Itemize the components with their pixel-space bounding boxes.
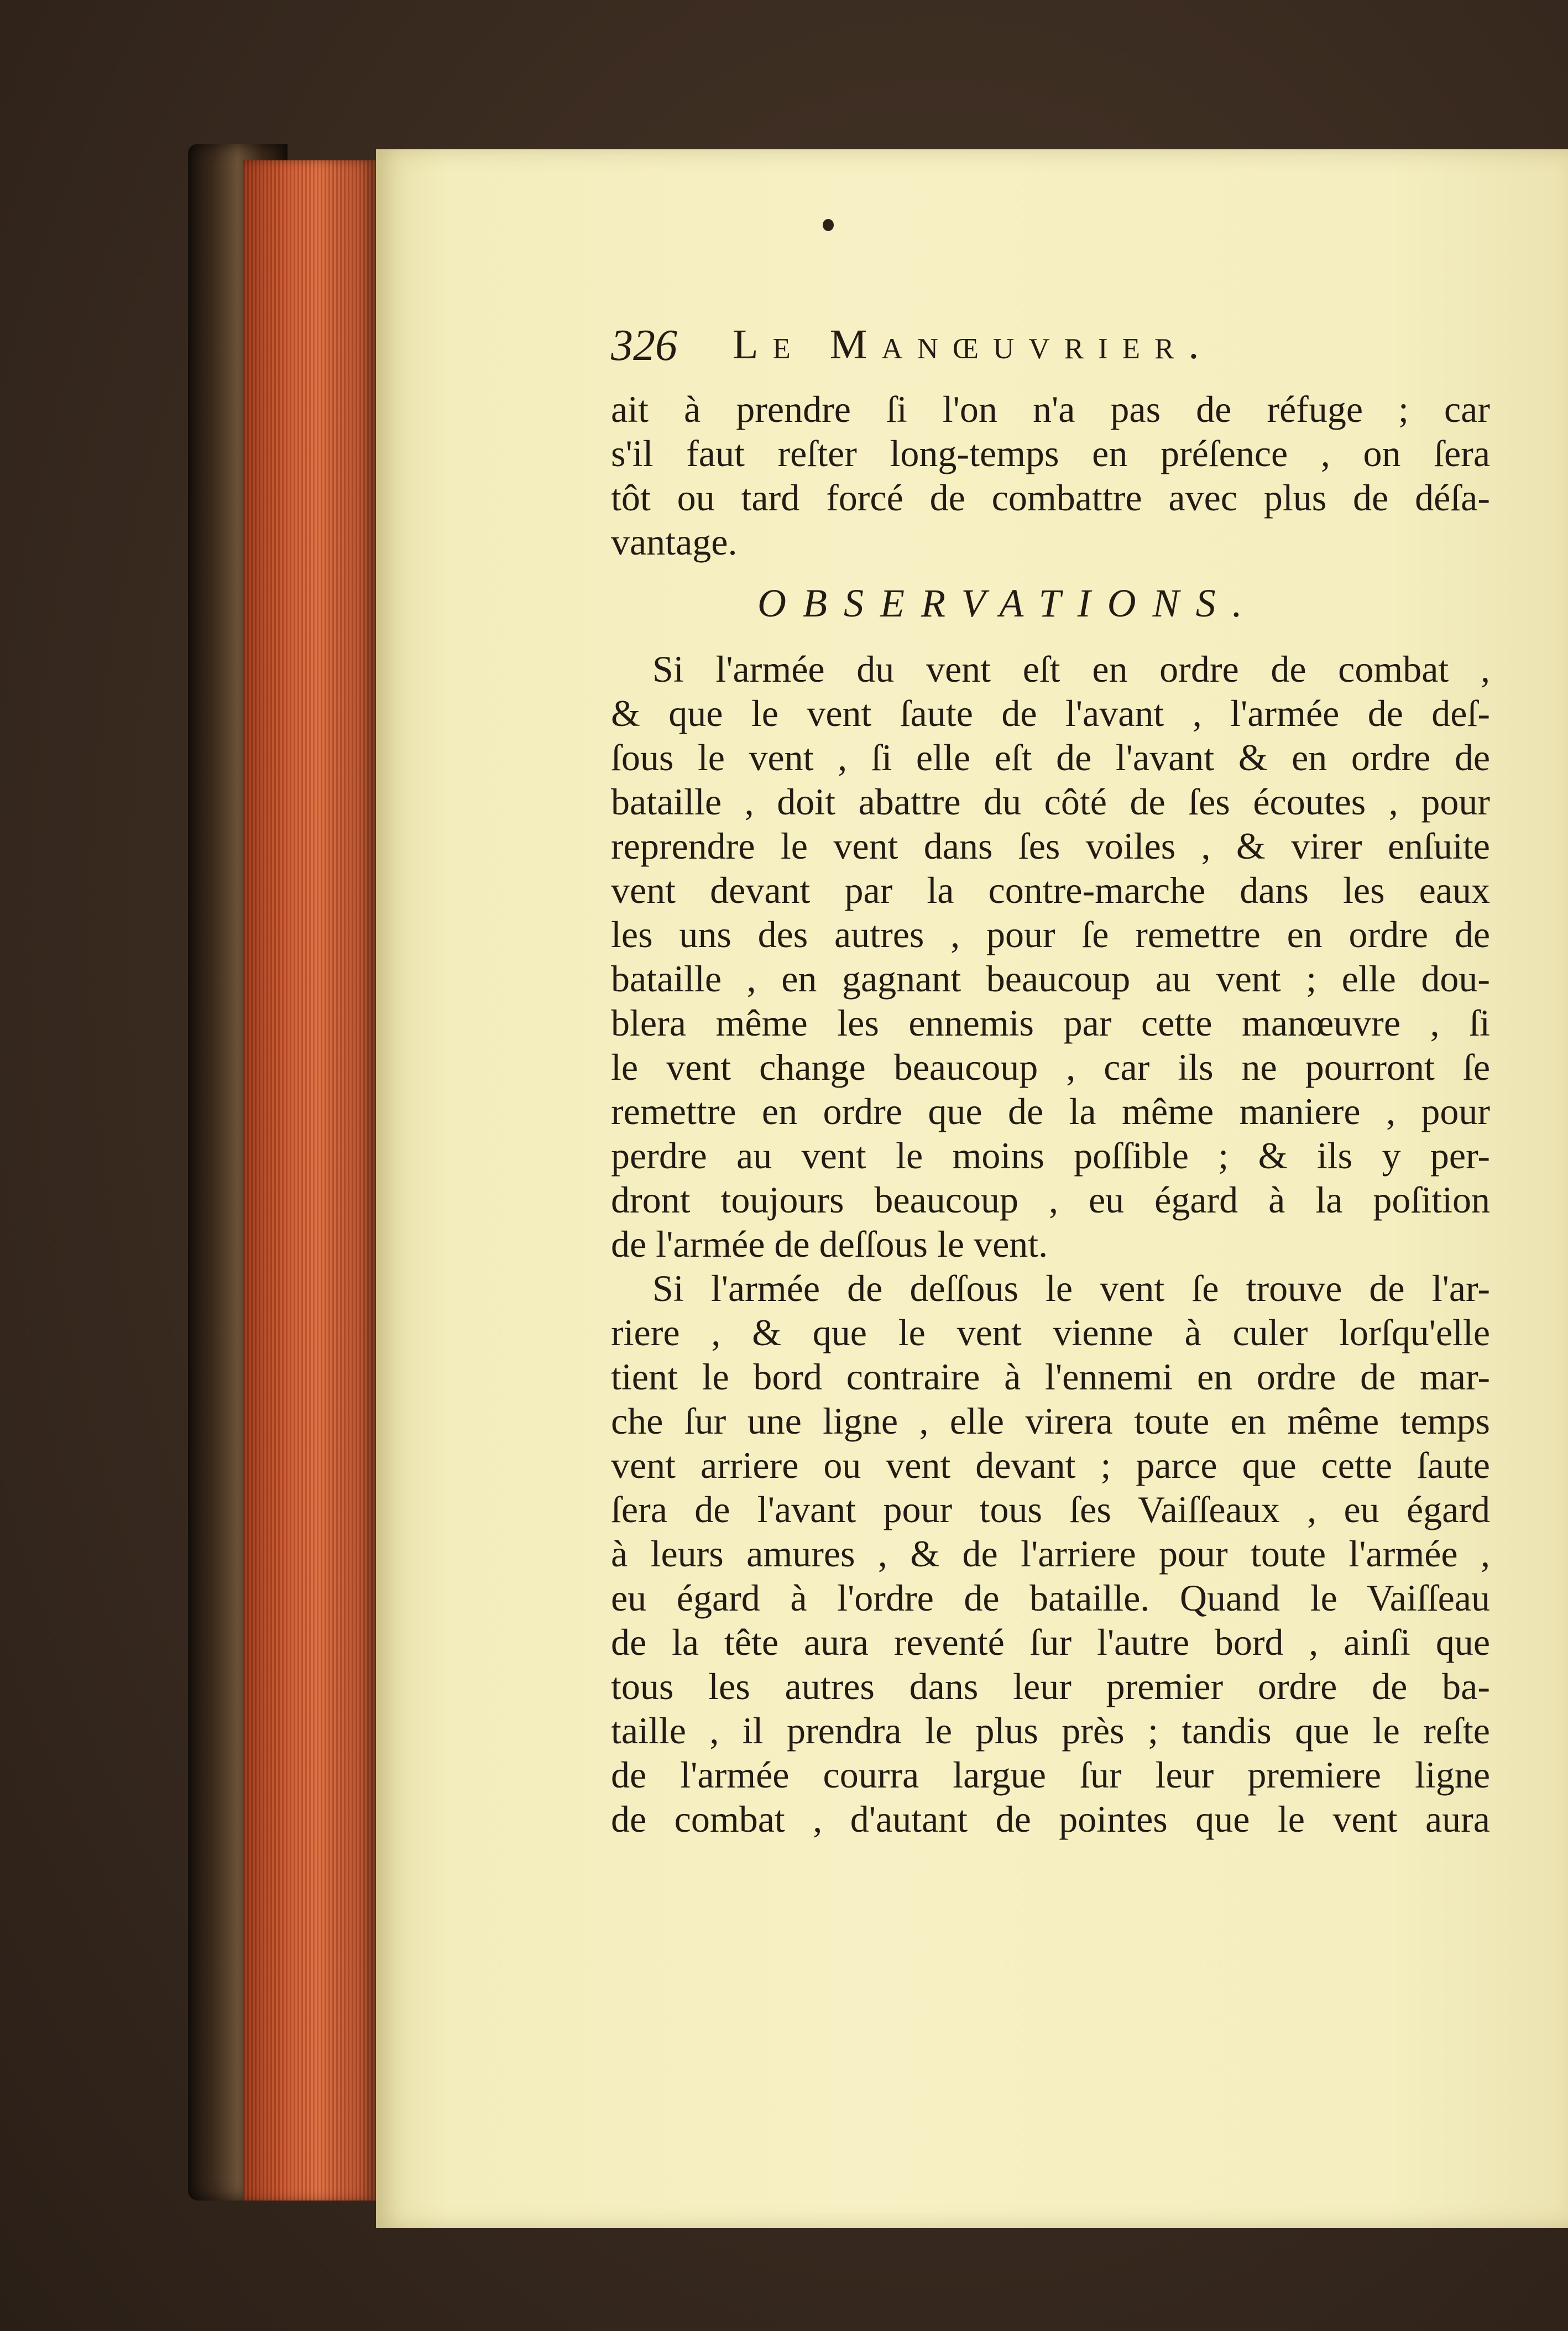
text-line: s'il faut reſter long-temps en préſence , on ſera bbox=[611, 432, 1490, 474]
page-number: 326 bbox=[611, 321, 677, 370]
text-line: tous les autres dans leur premier ordre de ba- bbox=[611, 1665, 1490, 1707]
text-line: Si l'armée de deſſous le vent ſe trouve de l'ar- bbox=[652, 1267, 1490, 1309]
text-line: bataille , en gagnant beaucoup au vent ; elle dou- bbox=[611, 958, 1490, 1000]
text-line: ſous le vent , ſi elle eſt de l'avant & en ordre de bbox=[611, 736, 1490, 778]
text-line: le vent change beaucoup , car ils ne pourront ſe bbox=[611, 1046, 1490, 1088]
text-line: vantage. bbox=[611, 521, 738, 563]
text-line: les uns des autres , pour ſe remettre en ordre de bbox=[611, 913, 1490, 955]
text-line: reprendre le vent dans ſes voiles , & virer enſuite bbox=[611, 825, 1490, 867]
text-line: remettre en ordre que de la même maniere , pour bbox=[611, 1090, 1490, 1132]
text-line: de combat , d'autant de pointes que le vent aura bbox=[611, 1798, 1490, 1840]
text-line: vent arriere ou vent devant ; parce que cette ſaute bbox=[611, 1444, 1490, 1486]
text-line: eu égard à l'ordre de bataille. Quand le Vaiſſeau bbox=[611, 1577, 1490, 1619]
text-line: de l'armée courra largue ſur leur premiere ligne bbox=[611, 1754, 1490, 1796]
ornament-mark bbox=[823, 219, 834, 231]
text-line: che ſur une ligne , elle virera toute en même temps bbox=[611, 1400, 1490, 1442]
text-line: dront toujours beaucoup , eu égard à la poſition bbox=[611, 1179, 1490, 1221]
text-line: ait à prendre ſi l'on n'a pas de réfuge ; car bbox=[611, 388, 1490, 430]
text-line: Si l'armée du vent eſt en ordre de combat , bbox=[652, 648, 1490, 690]
running-head bbox=[611, 321, 1496, 387]
text-line: de l'armée de deſſous le vent. bbox=[611, 1223, 1048, 1265]
text-line: perdre au vent le moins poſſible ; & ils y per- bbox=[611, 1135, 1490, 1177]
text-line: riere , & que le vent vienne à culer lorſqu'elle bbox=[611, 1311, 1490, 1353]
section-title: OBSERVATIONS. bbox=[757, 581, 1259, 625]
text-line: tient le bord contraire à l'ennemi en ordre de mar- bbox=[611, 1356, 1490, 1398]
text-line: ſera de l'avant pour tous ſes Vaiſſeaux , eu égard bbox=[611, 1488, 1490, 1530]
text-line: & que le vent ſaute de l'avant , l'armée de deſ- bbox=[611, 692, 1490, 734]
running-title: Le Manœuvrier. bbox=[733, 321, 1214, 368]
text-line: de la tête aura reventé ſur l'autre bord , ainſi que bbox=[611, 1621, 1490, 1663]
text-line: vent devant par la contre-marche dans les eaux bbox=[611, 869, 1490, 911]
text-line: blera même les ennemis par cette manœuvre , ſi bbox=[611, 1002, 1490, 1044]
text-line: à leurs amures , & de l'arriere pour toute l'armée , bbox=[611, 1533, 1490, 1575]
text-line: tôt ou tard forcé de combattre avec plus de déſa- bbox=[611, 477, 1490, 519]
text-line: bataille , doit abattre du côté de ſes écoutes , pour bbox=[611, 781, 1490, 823]
text-line: taille , il prendra le plus près ; tandis que le reſte bbox=[611, 1710, 1490, 1752]
page-edges bbox=[243, 160, 376, 2201]
